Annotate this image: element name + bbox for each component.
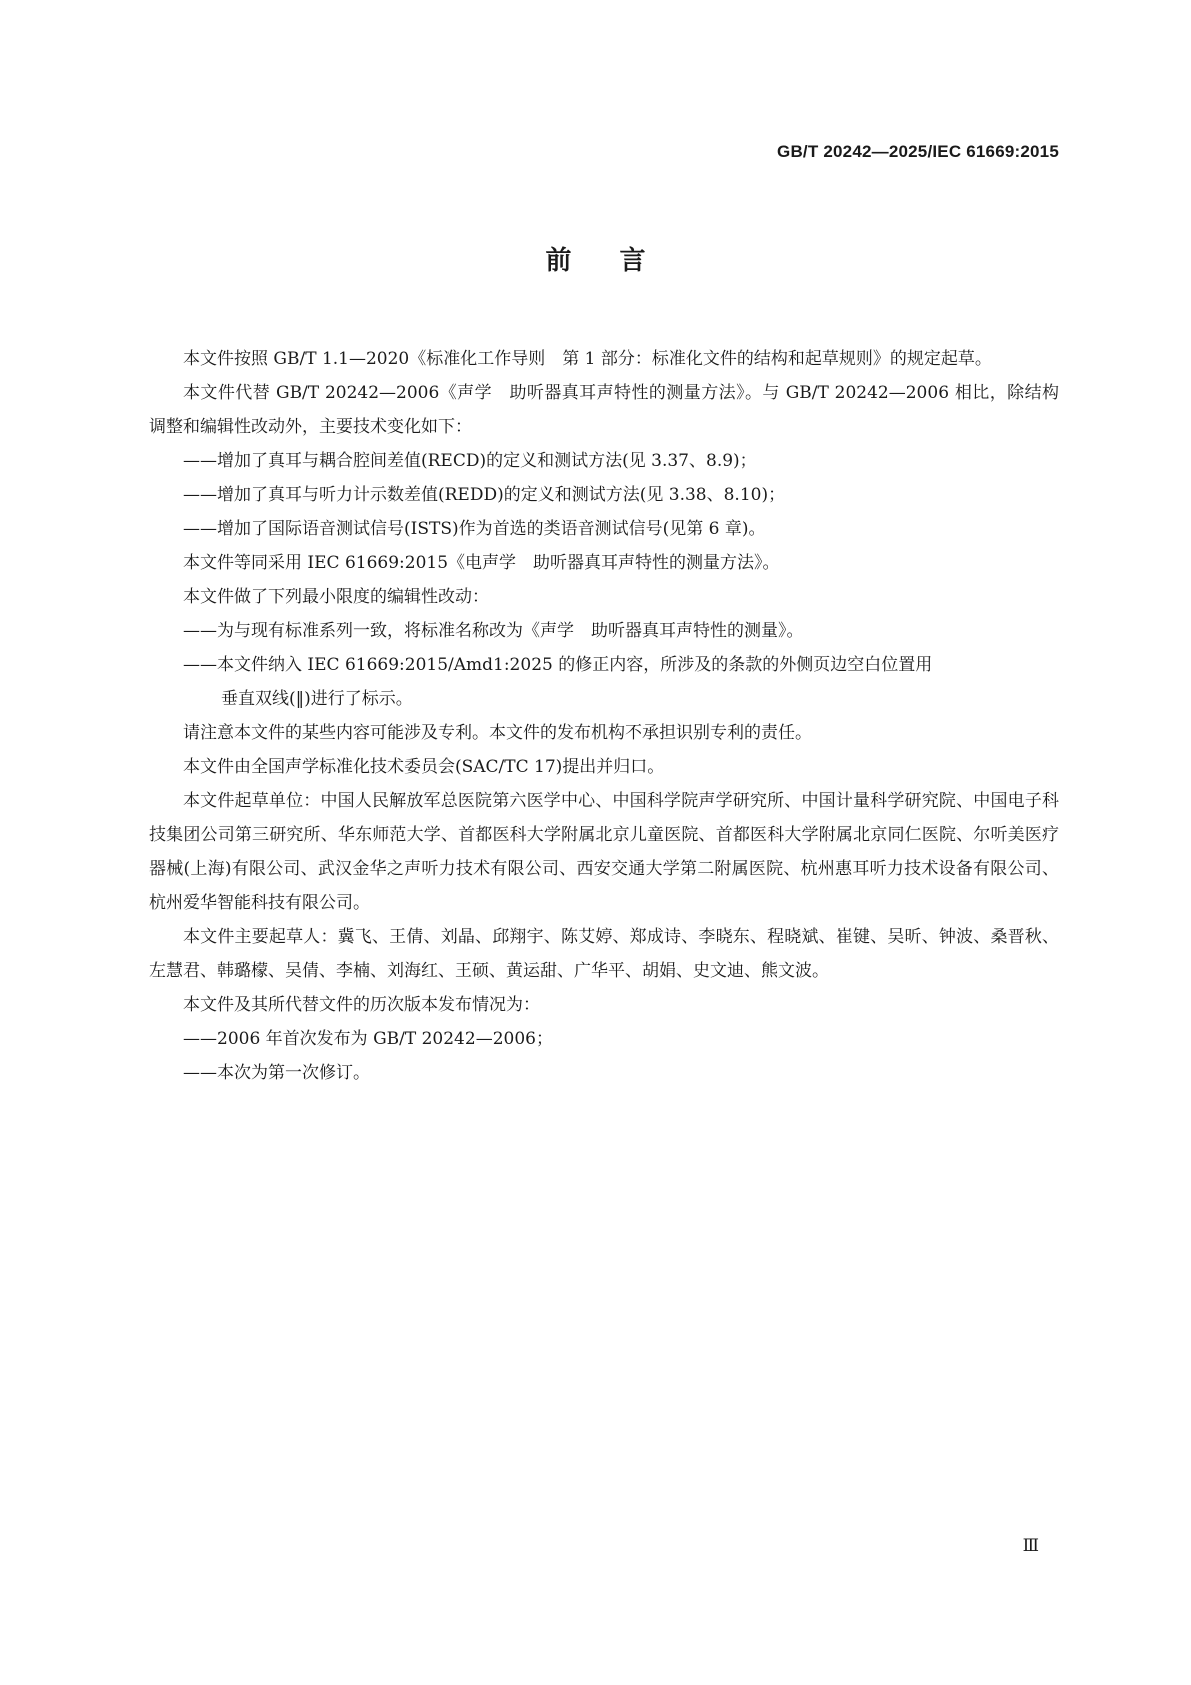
paragraph-drafters: 本文件主要起草人：冀飞、王倩、刘晶、邱翔宇、陈艾婷、郑成诗、李晓东、程晓斌、崔键、吴昕、钟波、桑晋秋、左慧君、韩璐檬、吴倩、李楠、刘海红、王硕、黄运甜、广华平、胡娟、史文迪、熊文波。 — [149, 927, 1059, 981]
paragraph-replaces: 本文件代替 GB/T 20242—2006《声学 助听器真耳声特性的测量方法》。与 GB/T 20242—2006 相比，除结构调整和编辑性改动外，主要技术变化如下： — [149, 383, 1059, 437]
page-number: Ⅲ — [1022, 1536, 1039, 1556]
history-item-revision: ——本次为第一次修订。 — [183, 1063, 370, 1083]
amendment-line-2: 垂直双线(‖)进行了标示。 — [221, 689, 413, 709]
change-item-redd: ——增加了真耳与听力计示数差值(REDD)的定义和测试方法(见 3.38、8.10)； — [183, 485, 786, 505]
paragraph-committee: 本文件由全国声学标准化技术委员会(SAC/TC 17)提出并归口。 — [183, 757, 665, 777]
document-body — [149, 342, 1059, 1090]
change-item-ists: ——增加了国际语音测试信号(ISTS)作为首选的类语音测试信号(见第 6 章)。 — [183, 519, 766, 539]
amendment-line-1: ——本文件纳入 IEC 61669:2015/Amd1:2025 的修正内容，所涉及的条款的外侧页边空白位置用 — [183, 655, 933, 675]
paragraph-history: 本文件及其所代替文件的历次版本发布情况为： — [183, 995, 540, 1015]
editorial-item-title: ——为与现有标准系列一致，将标准名称改为《声学 助听器真耳声特性的测量》。 — [183, 621, 804, 641]
paragraph-drafting-units: 本文件起草单位：中国人民解放军总医院第六医学中心、中国科学院声学研究所、中国计量科学研究院、中国电子科技集团公司第三研究所、华东师范大学、首都医科大学附属北京儿童医院、首都医科大学附属北京同仁医院、尔听美医疗器械(上海)有限公司、武汉金华之声听力技术有限公司、西安交通大学第二附属医院、杭州惠耳听力技术设备有限公司、杭州爱华智能科技有限公司。 — [149, 791, 1059, 913]
page-title: 前言 — [545, 246, 694, 276]
paragraph-adoption: 本文件等同采用 IEC 61669:2015《电声学 助听器真耳声特性的测量方法》。 — [183, 553, 780, 573]
paragraph-drafting-rules: 本文件按照 GB/T 1.1—2020《标准化工作导则 第 1 部分：标准化文件的结构和起草规则》的规定起草。 — [183, 349, 992, 369]
history-item-2006: ——2006 年首次发布为 GB/T 20242—2006； — [183, 1029, 553, 1049]
editorial-item-amendment — [149, 648, 1059, 716]
standard-code: GB/T 20242—2025/IEC 61669:2015 — [777, 142, 1059, 161]
change-item-recd: ——增加了真耳与耦合腔间差值(RECD)的定义和测试方法(见 3.37、8.9)； — [183, 451, 757, 471]
paragraph-patent-notice: 请注意本文件的某些内容可能涉及专利。本文件的发布机构不承担识别专利的责任。 — [183, 723, 812, 743]
paragraph-editorial-changes: 本文件做了下列最小限度的编辑性改动： — [183, 587, 489, 607]
